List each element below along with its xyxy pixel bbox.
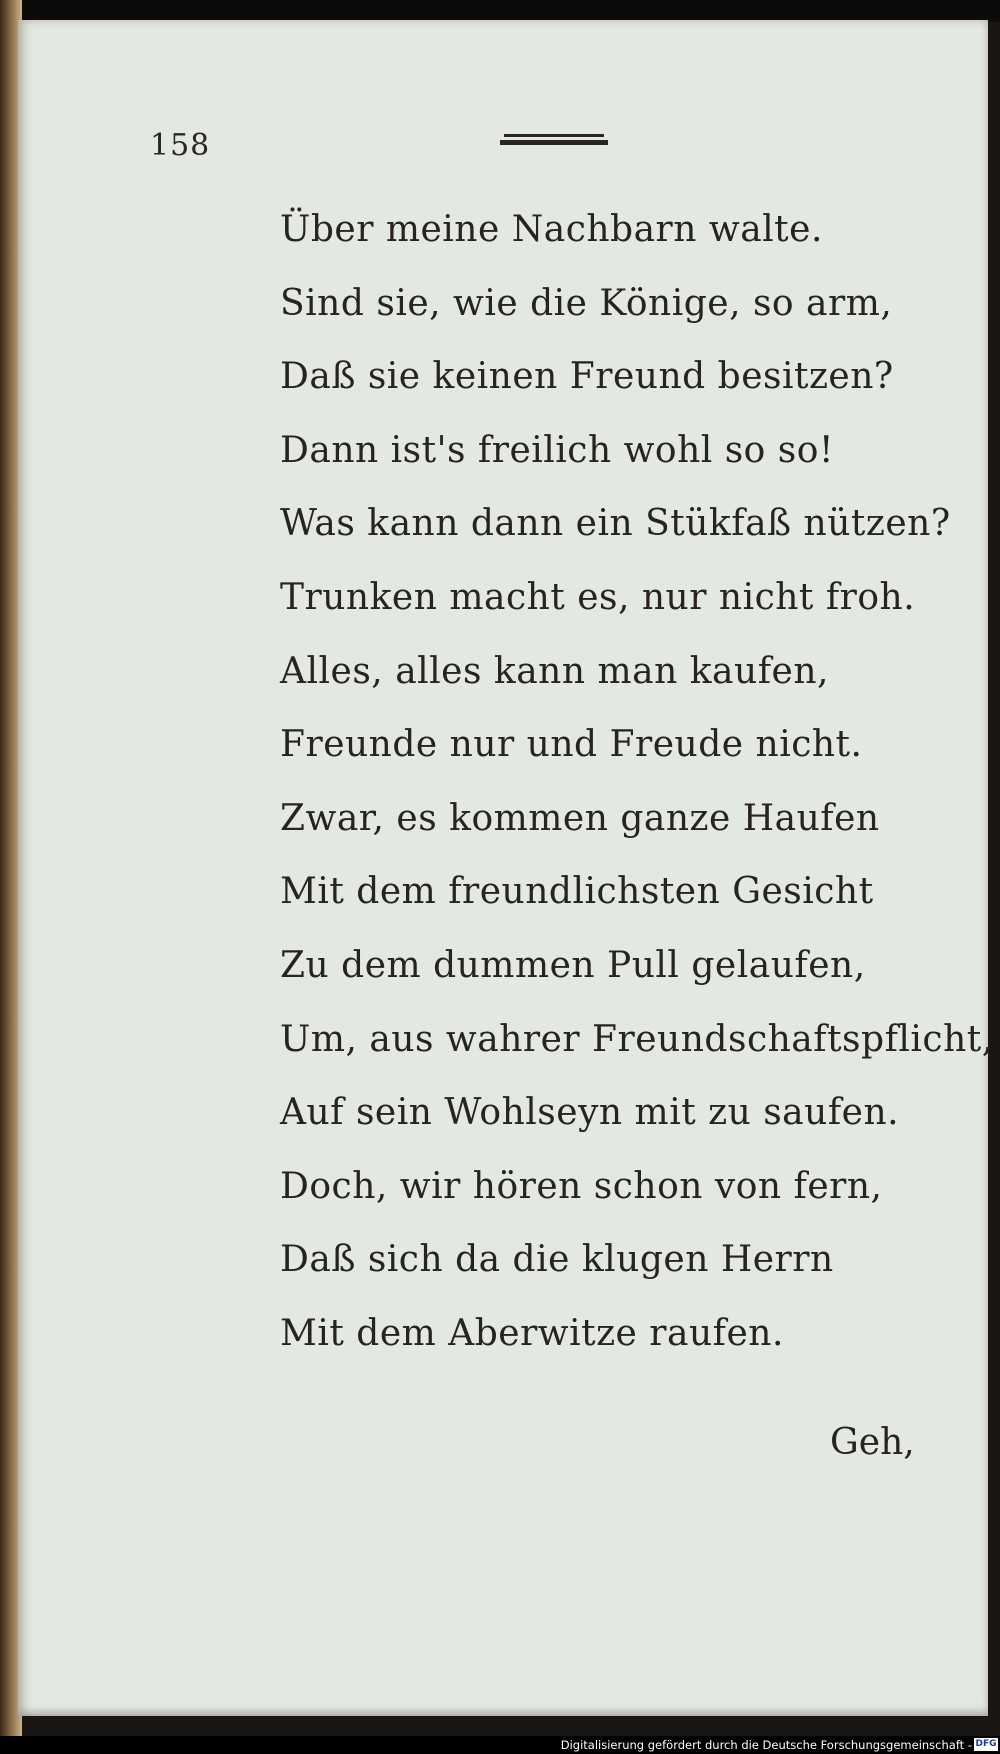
poem-line: Freunde nur und Freude nicht. <box>280 724 863 766</box>
header-rule-thin-line <box>504 134 604 137</box>
poem-line: Um, aus wahrer Freundschaftspflicht, <box>280 1018 994 1060</box>
scan-top-edge <box>0 0 1000 22</box>
poem-text <box>280 200 994 1378</box>
page-number: 158 <box>150 128 211 163</box>
poem-line: Zwar, es kommen ganze Haufen <box>280 797 880 839</box>
poem-line: Alles, alles kann man kaufen, <box>280 650 829 692</box>
poem-line: Daß sich da die klugen Herrn <box>280 1239 834 1281</box>
poem-line: Trunken macht es, nur nicht froh. <box>280 576 916 618</box>
header-rule-thick-line <box>500 140 608 145</box>
poem-line: Über meine Nachbarn walte. <box>280 209 823 250</box>
poem-line: Mit dem Aberwitze raufen. <box>280 1312 784 1354</box>
poem-line: Doch, wir hören schon von fern, <box>280 1165 883 1207</box>
header-rule <box>500 134 608 146</box>
dfg-logo-icon: DFG <box>975 1739 997 1749</box>
poem-line: Auf sein Wohlseyn mit zu saufen. <box>280 1092 900 1134</box>
poem-line: Sind sie, wie die Könige, so arm, <box>280 282 893 324</box>
catchword: Geh, <box>830 1422 915 1463</box>
poem-line: Mit dem freundlichsten Gesicht <box>280 871 874 913</box>
digitization-credit: Digitalisierung gefördert durch die Deutsche Forschungsgemeinschaft - <box>560 1738 972 1752</box>
poem-line: Zu dem dummen Pull gelaufen, <box>280 944 866 986</box>
poem-line: Daß sie keinen Freund besitzen? <box>280 356 894 398</box>
poem-line: Was kann dann ein Stükfaß nützen? <box>280 503 951 545</box>
poem-line: Dann ist's freilich wohl so so! <box>280 429 834 471</box>
